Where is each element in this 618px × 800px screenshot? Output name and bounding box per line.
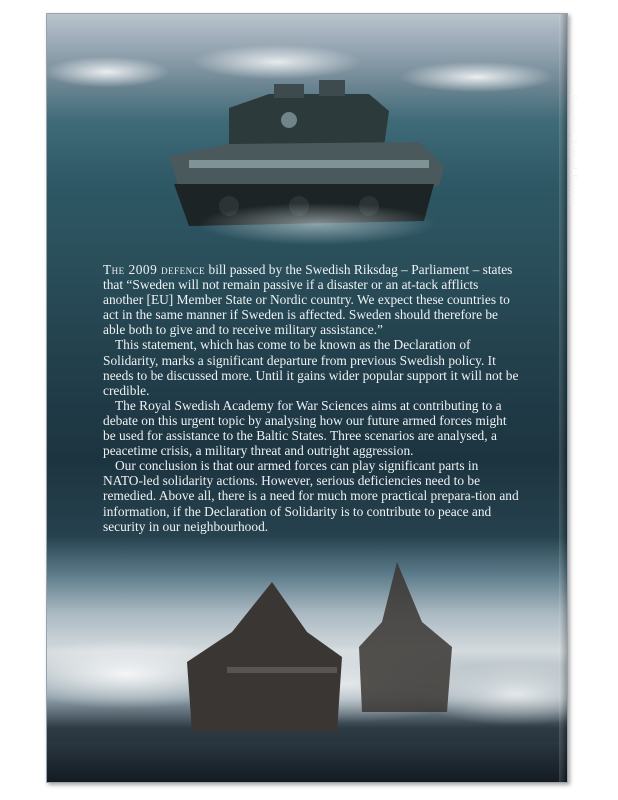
blurb-lead-in: The 2009 defence [103,262,206,277]
blurb-paragraph-4: Our conclusion is that our armed forces can play significant parts in NATO-led solidarity actions. However, serious deficiencies need to be remedied. Above all, there is a need for much more practical prepara-tion and information, if the Declaration of Solidarity is to contribute to peace and security in our neighbourhood. [103,458,519,534]
corvettes-image [187,562,507,742]
cover-edge [559,14,567,782]
blurb-paragraph-2: This statement, which has come to be known as the Declaration of Solidarity, marks a significant departure from previous Swedish policy. It needs to be discussed more. Until it gains wider popular support it will not be credible. [103,337,519,398]
book-back-cover [46,13,579,783]
blurb-paragraph-1-text: bill passed by the Swedish Riksdag – Parliament – states that “Sweden will not remain passive if a disaster or an at-tack afflicts another [EU] Member State or Nordic country. We expect these countries to act in the same manner if Sweden is affected. Sweden should therefore be able both to give and to receive military assistance.” [103,262,513,338]
spine-edge-text: Swedish Armed Forces [567,94,579,207]
sea-surface [47,742,567,782]
water-spray [137,174,497,254]
blurb-paragraph-1 [103,262,521,337]
back-cover-blurb [103,262,521,534]
blurb-paragraph-3: The Royal Swedish Academy for War Sciences aims at contributing to a debate on this urgent topic by analysing how our future armed forces might be used for assistance to the Baltic States. Three scenarios are analysed, a peacetime crisis, a military threat and outright aggression. [103,397,507,459]
